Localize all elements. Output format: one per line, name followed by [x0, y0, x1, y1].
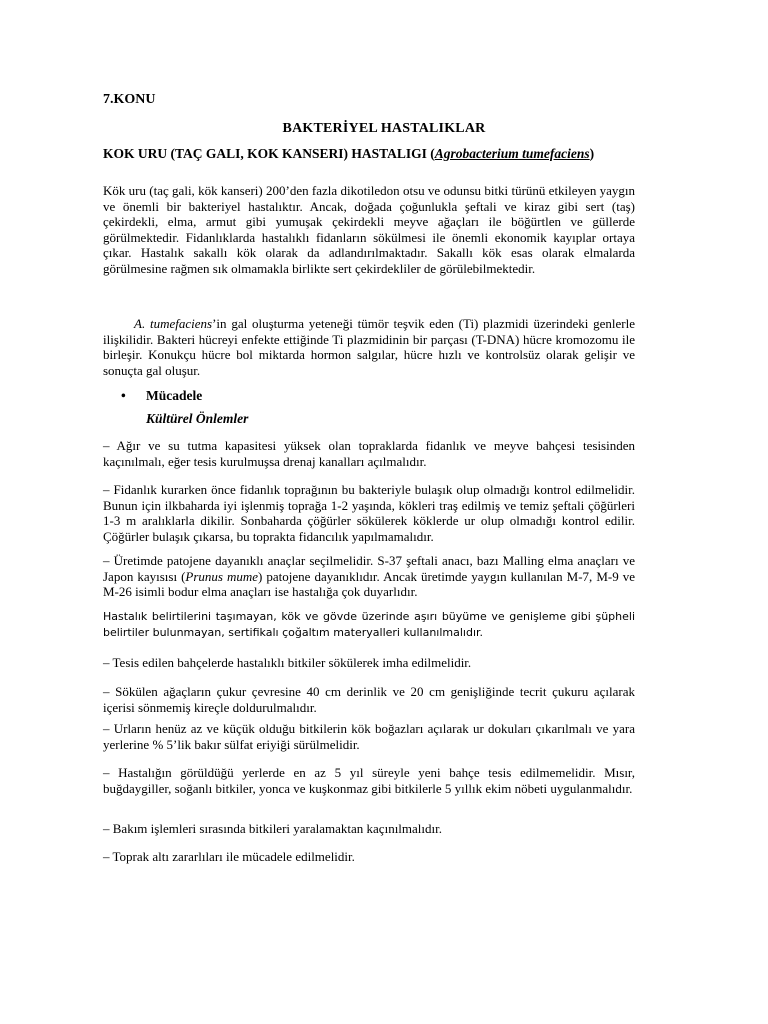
list-item: – Sökülen ağaçların çukur çevresine 40 cm derinlik ve 20 cm genişliğinde tecrit çukuru açılarak içerisi sönmemiş kireçle doldurulmalıdır. — [103, 684, 635, 715]
page-title: BAKTERİYEL HASTALIKLAR — [282, 121, 486, 136]
list-item — [103, 553, 635, 600]
subtitle-close: ) — [589, 146, 595, 161]
list-item-scientific-name: Prunus mume — [185, 568, 259, 584]
second-paragraph-scientific-name: A. tumefaciens — [134, 316, 213, 331]
subheading: Kültürel Önlemler — [146, 411, 249, 426]
list-item: – Ağır ve su tutma kapasitesi yüksek olan topraklarda fidanlık ve meyve bahçesi tesisinden kaçınılmalı, eğer tesis kurulmuşsa drenaj kanalları açılmalıdır. — [103, 438, 635, 469]
list-item-text: – Üretimde patojene dayanıklı anaçlar seçilmelidir. S-37 şeftali anacı, bazı Malling elma anaçları ve Japon kayısısı ( — [103, 553, 635, 584]
topic-number: 7.KONU — [103, 92, 156, 107]
subtitle-scientific-name: Agrobacterium tumefaciens — [434, 146, 590, 161]
bullet-heading-text: Mücadele — [146, 388, 203, 403]
list-item-text: ) patojene dayanıklıdır. Ancak üretimde yaygın kullanılan M-7, M-9 ve M-26 isimli bodur elma anaçları ise hastalığa çok duyarlıdır. — [103, 568, 635, 600]
second-paragraph — [103, 316, 635, 378]
bullet-heading — [121, 388, 202, 404]
list-item: Hastalık belirtilerini taşımayan, kök ve gövde üzerinde aşırı büyüme ve genişleme gibi şüpheli belirtiler bulunmayan, sertifikalı çoğaltım materyalleri kullanılmalıdır. — [103, 610, 635, 639]
list-item: – Hastalığın görüldüğü yerlerde en az 5 yıl süreyle yeni bahçe tesis edilmemelidir. Mısır, buğdaygiller, soğanlı bitkiler, yonca ve kuşkonmaz gibi bitkilerle 5 yıllık ekim nöbeti uygulanmalıdır. — [103, 765, 635, 796]
bullet-icon: • — [121, 388, 126, 403]
list-item: – Bakım işlemleri sırasında bitkileri yaralamaktan kaçınılmalıdır. — [103, 821, 442, 836]
list-item: – Tesis edilen bahçelerde hastalıklı bitkiler sökülerek imha edilmelidir. — [103, 655, 472, 670]
subtitle-text: KOK URU (TAÇ GALI, KOK KANSERI) HASTALIGI ( — [103, 146, 435, 161]
intro-paragraph: Kök uru (taç gali, kök kanseri) 200’den fazla dikotiledon otsu ve odunsu bitki türünü etkileyen yaygın ve önemli bir bakteriyel hastalıktır. Ancak, doğada çoğunlukla şeftali ve kiraz gibi sert (taş) çekirdekli, elma, armut gibi yumuşak çekirdekli meyve ağaçları ile böğürtlen ve güllerde görülmektedir. Fidanlıklarda hastalıklı fidanların sökülmesi ile önemli ekonomik kayıplar ortaya çıkar. Hastalık sakallı kök olarak da adlandırılmaktadır. Sakallı kök esas olarak elmalarda görülmesine rağmen sık olmamakla birlikte sert çekirdekliler de görülebilmektedir. — [103, 183, 635, 276]
second-paragraph-text: ’in gal oluşturma yeteneği tümör teşvik eden (Ti) plazmidi üzerindeki genlerle ilişkilidir. Bakteri hücreyi enfekte ettiğinde Ti plazmidinin bir parçası (T-DNA) hücre kromozomu ile birleşir. Konukçu hücre bol miktarda hormon salgılar, hücre hızlı ve kontrolsüz olarak gelişir ve sonuçta gal oluşur. — [103, 316, 635, 378]
list-item: – Urların henüz az ve küçük olduğu bitkilerin kök boğazları açılarak ur dokuları çıkarılmalı ve yara yerlerine % 5’lik bakır sülfat eriyiği sürülmelidir. — [103, 721, 635, 752]
section-subtitle — [103, 146, 594, 162]
list-item: – Toprak altı zararlıları ile mücadele edilmelidir. — [103, 849, 355, 864]
list-item: – Fidanlık kurarken önce fidanlık toprağının bu bakteriyle bulaşık olup olmadığı kontrol edilmelidir. Bunun için ilkbaharda iyi işlenmiş toprağa 1-2 yaşında, kökleri traş edilmiş ve temiz şeftali çöğürleri 1-3 m aralıklarla dikilir. Sonbaharda çöğürler sökülerek köklerde ur olup olmadığı kontrol edilir. Çöğürler bulaşık çıkarsa, bu toprakta fidancılık yapılmamalıdır. — [103, 482, 635, 544]
